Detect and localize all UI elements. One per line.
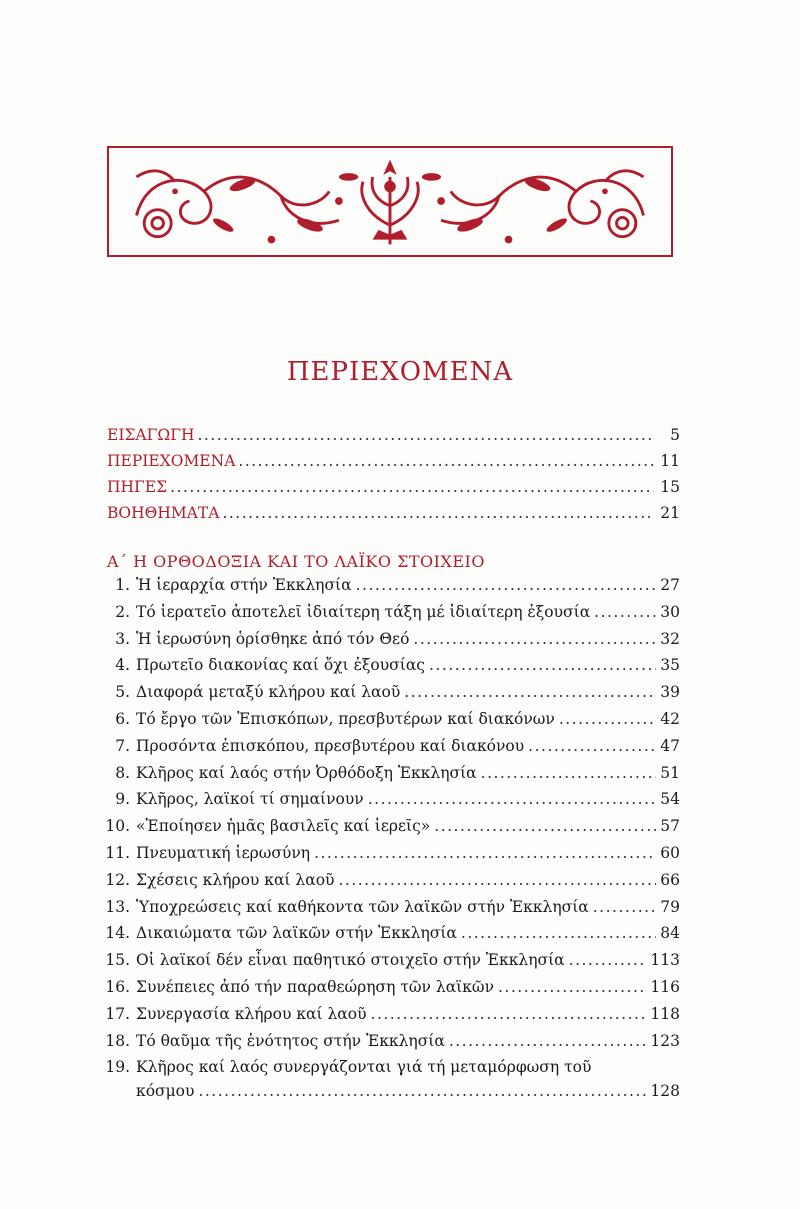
item-page-number: 60 [660,843,680,862]
item-number: 3. [115,629,130,648]
item-number: 13. [105,897,130,916]
leader-dots [338,871,656,889]
item-page-number: 66 [660,870,680,889]
toc-item[interactable] [100,898,680,925]
item-page-number: 35 [660,656,680,675]
leader-dots [481,764,657,782]
item-page-number: 84 [660,924,680,943]
item-page-number: 116 [650,977,680,996]
item-label: Πρωτεῖο διακονίας καί ὄχι ἐξουσίας [136,656,425,675]
leader-dots [371,1005,647,1023]
toc-row[interactable] [107,504,680,530]
toc-item[interactable] [100,1005,680,1032]
item-number: 9. [115,790,130,809]
toc-item[interactable] [100,871,680,898]
leader-dots [498,978,646,996]
item-label: Οἱ λαϊκοί δέν εἶναι παθητικό στοιχεῖο στήν Ἐκκλησία [136,951,565,970]
front-matter-list [107,426,680,530]
toc-page-number: 15 [660,478,680,496]
toc-page-number: 5 [670,426,680,444]
leader-dots [461,924,656,942]
leader-dots [429,656,656,674]
item-page-number: 57 [660,817,680,836]
toc-item[interactable] [100,764,680,791]
item-label-continuation: κόσμου [136,1082,195,1101]
leader-dots [559,710,656,728]
toc-page-number: 21 [660,504,680,522]
toc-item[interactable] [100,1058,680,1082]
toc-item[interactable] [100,817,680,844]
item-label: «Ἐποίησεν ἡμᾶς βασιλεῖς καί ἱερεῖς» [136,817,431,836]
item-page-number: 118 [650,1004,680,1023]
chapter-list [100,576,680,1109]
toc-item-continuation[interactable] [100,1082,680,1109]
toc-item[interactable] [100,603,680,630]
item-number: 6. [115,709,130,728]
leader-dots [449,1032,647,1050]
toc-label: ΒΟΗΘΗΜΑΤΑ [107,504,220,522]
item-label: Προσόντα ἐπισκόπου, πρεσβυτέρου καί διακόνου [136,736,525,755]
item-label: Δικαιώματα τῶν λαϊκῶν στήν Ἐκκλησία [136,924,457,943]
item-number: 12. [105,870,130,889]
item-number: 15. [105,951,130,970]
leader-dots [197,426,654,444]
item-number: 19. [105,1058,130,1077]
item-page-number: 128 [650,1082,680,1101]
toc-label: ΠΕΡΙΕΧΟΜΕΝΑ [107,452,236,470]
item-number: 14. [105,924,130,943]
item-number: 11. [105,843,130,862]
item-page-number: 39 [660,683,680,702]
toc-item[interactable] [100,683,680,710]
item-number: 5. [115,683,130,702]
leader-dots [413,630,656,648]
item-label: Κλῆρος καί λαός συνεργάζονται γιά τή μεταμόρφωση τοῦ [136,1058,592,1077]
toc-item[interactable] [100,710,680,737]
page-title: ΠΕΡΙΕΧΟΜΕΝΑ [286,357,514,387]
toc-item[interactable] [100,951,680,978]
item-label: Συνεργασία κλήρου καί λαοῦ [136,1004,367,1023]
leader-dots [593,898,657,916]
item-label: Διαφορά μεταξύ κλήρου καί λαοῦ [136,683,401,702]
toc-page-number: 11 [660,452,680,470]
item-page-number: 113 [650,951,680,970]
item-label: Ὑποχρεώσεις καί καθήκοντα τῶν λαϊκῶν στήν Ἐκκλησία [136,897,589,916]
item-label: Σχέσεις κλήρου καί λαοῦ [136,870,335,889]
toc-row[interactable] [107,426,680,452]
item-label: Κλῆρος καί λαός στήν Ὀρθόδοξη Ἐκκλησία [136,763,477,782]
item-page-number: 51 [660,763,680,782]
leader-dots [314,844,656,862]
leader-dots [238,452,654,470]
toc-item[interactable] [100,656,680,683]
leader-dots [434,817,656,835]
item-number: 18. [105,1031,130,1050]
leader-dots [569,951,647,969]
item-number: 4. [115,656,130,675]
toc-row[interactable] [107,452,680,478]
item-page-number: 123 [650,1031,680,1050]
toc-row[interactable] [107,478,680,504]
toc-item[interactable] [100,1032,680,1059]
floral-ornament-header [107,146,673,257]
item-label: Τό ἔργο τῶν Ἐπισκόπων, πρεσβυτέρων καί διακόνων [136,709,555,728]
item-label: Κλῆρος, λαϊκοί τί σημαίνουν [136,790,364,809]
item-page-number: 30 [660,602,680,621]
floral-ornament-icon [109,148,671,255]
leader-dots [528,737,656,755]
item-page-number: 79 [660,897,680,916]
toc-label: ΠΗΓΕΣ [107,478,168,496]
leader-dots [368,790,657,808]
toc-item[interactable] [100,576,680,603]
item-page-number: 27 [660,576,680,594]
item-page-number: 42 [660,709,680,728]
leader-dots [222,504,654,522]
item-page-number: 47 [660,736,680,755]
leader-dots [198,1082,646,1100]
toc-item[interactable] [100,924,680,951]
toc-item[interactable] [100,978,680,1005]
item-label: Συνέπειες ἀπό τήν παραθεώρηση τῶν λαϊκῶν [136,977,494,996]
toc-item[interactable] [100,737,680,764]
item-number: 1. [115,576,130,594]
toc-item[interactable] [100,790,680,817]
item-page-number: 32 [660,629,680,648]
item-number: 8. [115,763,130,782]
toc-item[interactable] [100,630,680,657]
item-number: 17. [105,1004,130,1023]
leader-dots [170,478,654,496]
item-label: Τό ἱερατεῖο ἀποτελεῖ ἰδιαίτερη τάξη μέ ἰδιαίτερη ἐξουσία [136,602,591,621]
section-heading: Α΄ Η ΟΡΘΟΔΟΞΙΑ ΚΑΙ ΤΟ ΛΑΪΚΟ ΣΤΟΙΧΕΙΟ [107,552,485,571]
item-label: Τό θαῦμα τῆς ἑνότητος στήν Ἐκκλησία [136,1031,445,1050]
leader-dots [594,603,656,621]
item-number: 16. [105,977,130,996]
item-number: 7. [115,736,130,755]
item-page-number: 54 [660,790,680,809]
leader-dots [356,576,657,594]
toc-label: ΕΙΣΑΓΩΓΗ [107,426,195,444]
item-number: 2. [115,602,130,621]
item-label: Ἡ ἱερωσύνη ὁρίσθηκε ἀπό τόν Θεό [136,629,410,648]
leader-dots [404,683,656,701]
item-number: 10. [105,817,130,836]
item-label: Ἡ ἱεραρχία στήν Ἐκκλησία [136,576,352,594]
item-label: Πνευματική ἱερωσύνη [136,843,311,862]
toc-item[interactable] [100,844,680,871]
